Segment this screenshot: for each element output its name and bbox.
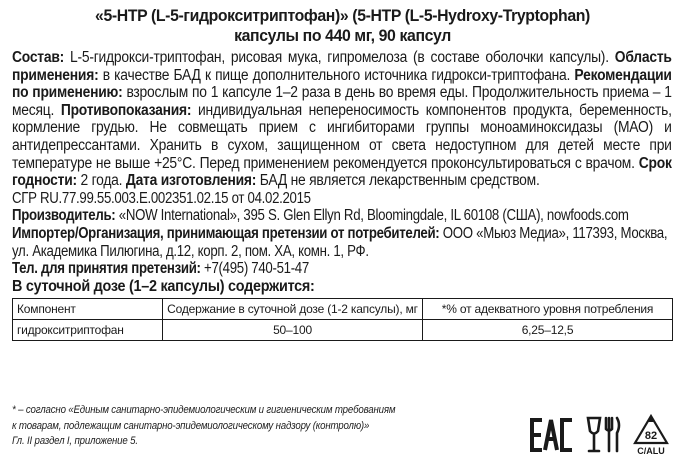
manufacture-date-text: БАД не является лекарственным средством. [256,172,540,190]
shelf-life-text: 2 года. [76,172,123,190]
product-description [12,49,672,190]
footnote-line: * – согласно «Единым санитарно-эпидемиологическим и гигиеническим требованиям [12,404,396,416]
phone-text: +7(495) 740-51-47 [200,260,309,278]
importer-label: Импортер/Организация, принимающая претензии от потребителей: [12,224,440,242]
recommendations-label: Рекомендации по применению: [12,66,672,102]
footnote-line: к товарам, подлежащим санитарно-эпидемиологическому надзору (контролю)» [12,419,370,432]
table-title: В суточной дозе (1–2 капсулы) содержится: [12,277,315,295]
product-title [35,6,650,46]
manufacturer-text: «NOW International», 395 S. Glen Ellyn Rd, Bloomingdale, IL 60108 (США), nowfoods.com [115,207,629,225]
certification-marks [529,413,671,457]
manufacturer-label: Производитель: [12,207,116,225]
certificate: СГР RU.77.99.55.003.Е.002351.02.15 от 04.02.2015 [12,189,311,207]
recycle-number: 82 [644,430,658,442]
manufacture-date-label: Дата изготовления: [125,172,257,190]
contraindications-label: Противопоказания: [60,101,192,119]
table-header-cell: Компонент [13,298,163,319]
shelf-life-label: Срок годности: [12,154,672,190]
description-paragraph [12,49,672,190]
application-label: Область применения: [12,49,672,84]
recommendations-text: взрослым по 1 капсуле 1–2 раза в день во время еды. Продолжительность приема – 1 месяц. [12,84,672,119]
manufacturer-line [12,207,674,225]
recycle-c-alu-icon [631,413,671,457]
composition-table [12,298,673,341]
footnote [12,403,488,450]
importer-text: ООО «Мьюз Медиа», 117393, Москва, ул. Академика Пилюгина, д.12, корп. 2, пом. ХА, комн. 1, РФ. [12,224,668,260]
table-header-row [13,298,673,319]
composition-label: Состав: [12,49,65,66]
table-cell: 6,25–12,5 [423,319,673,340]
importer-line [12,225,674,260]
phone-label: Тел. для принятия претензий: [12,260,201,278]
footnote-line: Гл. II раздел I, приложение 5. [12,435,138,447]
title-line-2: капсулы по 440 мг, 90 капсул [234,26,451,45]
contraindications-text: индивидуальная непереносимость компонентов продукта, беременность, кормление грудью. Не совмещать прием с ингибиторами группы моноаминоксидазы (МАО) и антидепрессантами. Хранить в сухом, защищенном от света недоступном для детей месте при температуре не выше +25°С. Перед применением рекомендуется проконсультироваться с врачом. [12,101,672,172]
phone-line [12,260,674,278]
table-header-cell: Содержание в суточной дозе (1-2 капсулы), мг [163,298,423,319]
food-safe-glass-fork-icon [585,415,621,455]
title-line-1: «5-HTP (L-5-гидрокситриптофан)» (5-HTP (L-5-Hydroxy-Tryptophan) [95,6,590,25]
recycle-code: C/ALU [637,446,665,456]
table-cell: 50–100 [163,319,423,340]
table-header-cell: *% от адекватного уровня потребления [423,298,673,319]
table-row [13,319,673,340]
table-cell: гидрокситриптофан [13,319,163,340]
composition-text: L-5-гидрокси-триптофан, рисовая мука, гипромелоза (в составе оболочки капсулы). [64,49,609,66]
eac-mark-icon [529,417,575,453]
application-text: в качестве БАД к пище дополнительного источника гидрокси-триптофана. [98,66,571,84]
